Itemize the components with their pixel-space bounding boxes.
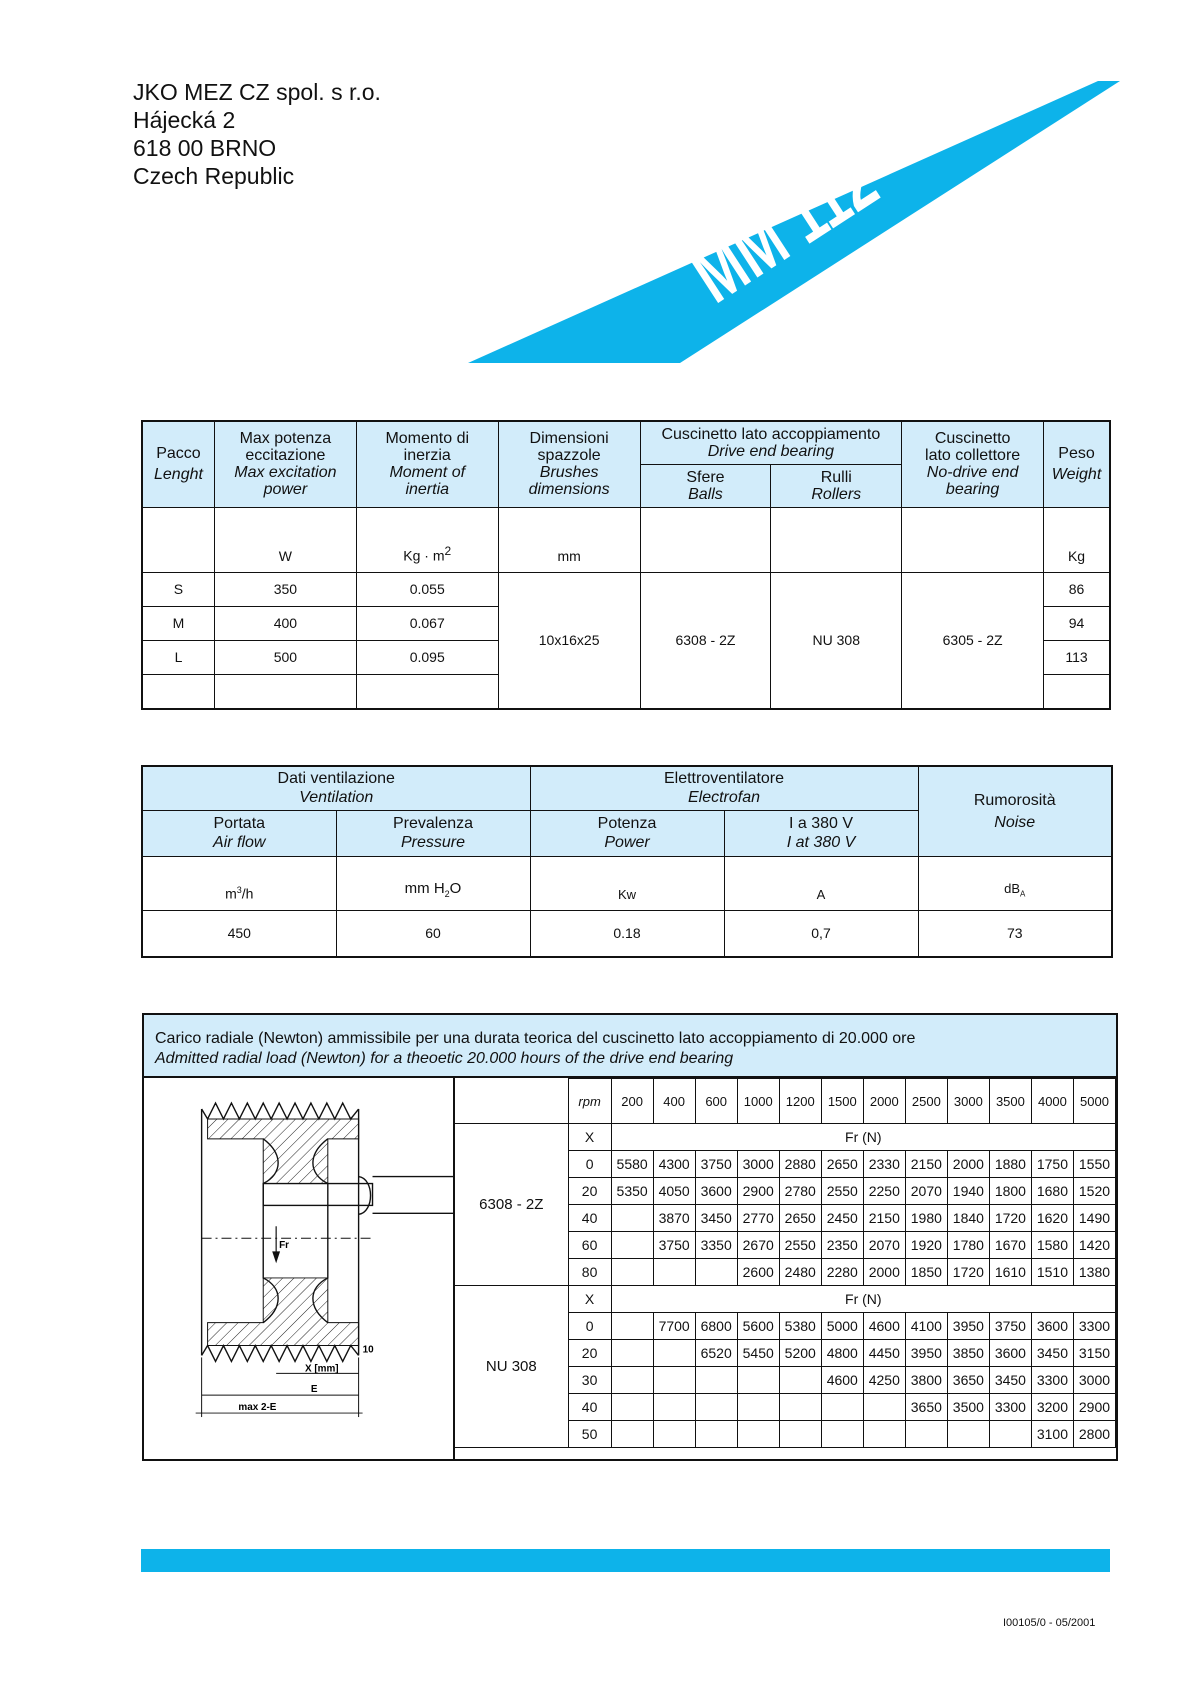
x-label: X bbox=[568, 1124, 611, 1151]
load-value: 6800 bbox=[695, 1313, 737, 1340]
x-value: 60 bbox=[568, 1232, 611, 1259]
load-value: 3650 bbox=[947, 1367, 989, 1394]
load-value bbox=[653, 1259, 695, 1286]
load-value: 2150 bbox=[863, 1205, 905, 1232]
load-value: 2280 bbox=[821, 1259, 863, 1286]
load-value: 3750 bbox=[695, 1151, 737, 1178]
rpm-label: rpm bbox=[568, 1079, 611, 1124]
rpm-value: 200 bbox=[611, 1079, 653, 1124]
load-value: 4600 bbox=[821, 1367, 863, 1394]
load-value bbox=[695, 1367, 737, 1394]
load-value bbox=[821, 1394, 863, 1421]
load-value: 1720 bbox=[989, 1205, 1031, 1232]
hatched-rim-bottom bbox=[208, 1278, 359, 1346]
rpm-value: 2000 bbox=[863, 1079, 905, 1124]
rpm-header-blank bbox=[455, 1079, 568, 1124]
load-value: 4300 bbox=[653, 1151, 695, 1178]
unit-sfere bbox=[640, 507, 771, 572]
unit-pressure: mm $H_2O$ bbox=[336, 856, 530, 910]
load-value: 3450 bbox=[989, 1367, 1031, 1394]
load-value: 3150 bbox=[1073, 1340, 1115, 1367]
motor-data-table bbox=[141, 420, 1111, 710]
rpm-value: 5000 bbox=[1073, 1079, 1115, 1124]
x-value: 20 bbox=[568, 1340, 611, 1367]
load-value: 1940 bbox=[947, 1178, 989, 1205]
load-value bbox=[695, 1421, 737, 1448]
rpm-value: 4000 bbox=[1031, 1079, 1073, 1124]
row-peso: 86 bbox=[1044, 572, 1110, 606]
unit-momento: $Kg \cdot m^2$ bbox=[356, 507, 498, 572]
load-value: 3100 bbox=[1031, 1421, 1073, 1448]
load-value: 3600 bbox=[1031, 1313, 1073, 1340]
x-label: X [mm] bbox=[304, 1363, 339, 1375]
load-value bbox=[863, 1421, 905, 1448]
load-value: 2330 bbox=[863, 1151, 905, 1178]
x-value: 80 bbox=[568, 1259, 611, 1286]
header-noise: Rumorosità Noise bbox=[918, 766, 1112, 856]
header-power: Potenza Power bbox=[530, 810, 724, 856]
header-pacco: Pacco Lenght bbox=[142, 421, 214, 507]
load-value: 1680 bbox=[1031, 1178, 1073, 1205]
header-ventilation: Dati ventilazione Ventilation bbox=[142, 766, 530, 810]
shaft bbox=[263, 1184, 372, 1206]
ten-label: 10 bbox=[362, 1344, 374, 1356]
value-current: 0,7 bbox=[724, 910, 918, 957]
load-value bbox=[779, 1421, 821, 1448]
load-value: 1780 bbox=[947, 1232, 989, 1259]
model-banner bbox=[0, 0, 1190, 380]
load-value bbox=[863, 1394, 905, 1421]
fr-label: Fr (N) bbox=[611, 1286, 1115, 1313]
load-value bbox=[611, 1232, 653, 1259]
load-value: 4600 bbox=[863, 1313, 905, 1340]
fr-label: Fr bbox=[279, 1240, 290, 1252]
row-momento: 0.095 bbox=[356, 640, 498, 674]
brush-dimensions: 10x16x25 bbox=[498, 572, 640, 709]
load-value bbox=[779, 1367, 821, 1394]
load-value: 3750 bbox=[989, 1313, 1031, 1340]
empty-cell bbox=[1044, 674, 1110, 709]
header-sfere: Sfere Balls bbox=[640, 464, 771, 507]
load-value: 2600 bbox=[737, 1259, 779, 1286]
company-street: Hájecká 2 bbox=[133, 107, 236, 133]
load-value: 3750 bbox=[653, 1232, 695, 1259]
load-value: 7700 bbox=[653, 1313, 695, 1340]
load-value bbox=[695, 1394, 737, 1421]
row-momento: 0.067 bbox=[356, 606, 498, 640]
load-value: 3950 bbox=[947, 1313, 989, 1340]
load-value: 3450 bbox=[1031, 1340, 1073, 1367]
load-value: 3600 bbox=[989, 1340, 1031, 1367]
company-name: JKO MEZ CZ spol. s r.o. bbox=[133, 79, 381, 105]
load-value bbox=[611, 1421, 653, 1448]
company-country: Czech Republic bbox=[133, 163, 295, 189]
load-value bbox=[611, 1340, 653, 1367]
bottom-accent-bar bbox=[141, 1549, 1110, 1572]
load-value: 5600 bbox=[737, 1313, 779, 1340]
header-current: I a 380 V I at 380 V bbox=[724, 810, 918, 856]
header-electrofan: Elettroventilatore Electrofan bbox=[530, 766, 918, 810]
row-pacco: M bbox=[142, 606, 214, 640]
load-value: 1670 bbox=[989, 1232, 1031, 1259]
load-value: 3000 bbox=[737, 1151, 779, 1178]
x-label: X bbox=[568, 1286, 611, 1313]
value-pressure: 60 bbox=[336, 910, 530, 957]
header-dimensioni: Dimensioni spazzole Brushes dimensions bbox=[498, 421, 640, 507]
load-value: 5350 bbox=[611, 1178, 653, 1205]
load-value: 1980 bbox=[905, 1205, 947, 1232]
row-peso: 94 bbox=[1044, 606, 1110, 640]
header-peso: Peso Weight bbox=[1044, 421, 1110, 507]
header-collettore: Cuscinetto lato collettore No-drive end bearing bbox=[902, 421, 1044, 507]
load-value: 2800 bbox=[1073, 1421, 1115, 1448]
load-value: 5200 bbox=[779, 1340, 821, 1367]
row-pacco: S bbox=[142, 572, 214, 606]
document-code: I00105/0 - 05/2001 bbox=[1003, 1617, 1096, 1629]
row-potenza: 400 bbox=[214, 606, 356, 640]
radial-load-title-it: Carico radiale (Newton) ammissibile per una durata teorica del cuscinetto lato accoppiamento di 20.000 ore bbox=[155, 1030, 916, 1047]
row-pacco: L bbox=[142, 640, 214, 674]
row-potenza: 500 bbox=[214, 640, 356, 674]
load-value bbox=[653, 1394, 695, 1421]
load-value: 1420 bbox=[1073, 1232, 1115, 1259]
load-value bbox=[653, 1340, 695, 1367]
row-peso: 113 bbox=[1044, 640, 1110, 674]
load-value bbox=[947, 1421, 989, 1448]
x-value: 50 bbox=[568, 1421, 611, 1448]
load-value: 3000 bbox=[1073, 1367, 1115, 1394]
rpm-value: 1500 bbox=[821, 1079, 863, 1124]
load-value: 2450 bbox=[821, 1205, 863, 1232]
unit-power: Kw bbox=[530, 856, 724, 910]
load-value bbox=[989, 1421, 1031, 1448]
load-value: 1520 bbox=[1073, 1178, 1115, 1205]
load-value: 2770 bbox=[737, 1205, 779, 1232]
load-value: 2650 bbox=[821, 1151, 863, 1178]
load-value: 1490 bbox=[1073, 1205, 1115, 1232]
hatched-rim-top bbox=[208, 1119, 359, 1184]
unit-collettore bbox=[902, 507, 1044, 572]
radial-load-table bbox=[455, 1078, 1116, 1448]
load-value: 3300 bbox=[1073, 1313, 1115, 1340]
rpm-value: 2500 bbox=[905, 1079, 947, 1124]
model-title: MM 112 bbox=[676, 137, 892, 320]
bearing-name: 6308 - 2Z bbox=[455, 1124, 568, 1286]
bottom-grooves bbox=[202, 1346, 359, 1362]
unit-dimensioni: mm bbox=[498, 507, 640, 572]
top-grooves bbox=[202, 1103, 359, 1119]
load-value: 3650 bbox=[905, 1394, 947, 1421]
load-value: 2650 bbox=[779, 1205, 821, 1232]
load-value: 2670 bbox=[737, 1232, 779, 1259]
load-value bbox=[821, 1421, 863, 1448]
header-air-flow: Portata Air flow bbox=[142, 810, 336, 856]
radial-load-title-en: Admitted radial load (Newton) for a theoetic 20.000 hours of the drive end bearing bbox=[155, 1050, 734, 1067]
unit-noise: $dB_A$ bbox=[918, 856, 1112, 910]
no-drive-bearing: 6305 - 2Z bbox=[902, 572, 1044, 709]
load-value: 4800 bbox=[821, 1340, 863, 1367]
load-value: 4100 bbox=[905, 1313, 947, 1340]
unit-peso: Kg bbox=[1044, 507, 1110, 572]
load-value: 1880 bbox=[989, 1151, 1031, 1178]
load-value: 3600 bbox=[695, 1178, 737, 1205]
x-value: 40 bbox=[568, 1205, 611, 1232]
x-value: 30 bbox=[568, 1367, 611, 1394]
load-value: 3850 bbox=[947, 1340, 989, 1367]
load-value: 1720 bbox=[947, 1259, 989, 1286]
unit-potenza: W bbox=[214, 507, 356, 572]
empty-cell bbox=[142, 674, 214, 709]
load-value: 1510 bbox=[1031, 1259, 1073, 1286]
load-value: 2550 bbox=[779, 1232, 821, 1259]
load-value bbox=[653, 1421, 695, 1448]
load-value bbox=[611, 1205, 653, 1232]
load-value: 3950 bbox=[905, 1340, 947, 1367]
value-power: 0.18 bbox=[530, 910, 724, 957]
load-value: 3500 bbox=[947, 1394, 989, 1421]
company-city: 618 00 BRNO bbox=[133, 135, 277, 161]
header-rulli: Rulli Rollers bbox=[771, 464, 902, 507]
load-value: 5580 bbox=[611, 1151, 653, 1178]
load-value: 1850 bbox=[905, 1259, 947, 1286]
load-value: 5450 bbox=[737, 1340, 779, 1367]
empty-cell bbox=[214, 674, 356, 709]
load-value: 3300 bbox=[989, 1394, 1031, 1421]
drive-bearing-rollers: NU 308 bbox=[771, 572, 902, 709]
rpm-value: 600 bbox=[695, 1079, 737, 1124]
unit-air-flow: $m^3/h$ bbox=[142, 856, 336, 910]
x-value: 0 bbox=[568, 1313, 611, 1340]
load-value bbox=[611, 1313, 653, 1340]
x-value: 0 bbox=[568, 1151, 611, 1178]
e-label: E bbox=[310, 1384, 318, 1396]
header-drive-bearing: Cuscinetto lato accoppiamento Drive end bearing bbox=[640, 421, 902, 464]
load-value bbox=[695, 1259, 737, 1286]
load-value bbox=[905, 1421, 947, 1448]
load-value: 4050 bbox=[653, 1178, 695, 1205]
load-value: 2150 bbox=[905, 1151, 947, 1178]
max-label: max 2-E bbox=[238, 1402, 277, 1414]
load-value: 3200 bbox=[1031, 1394, 1073, 1421]
load-value bbox=[737, 1421, 779, 1448]
load-value: 6520 bbox=[695, 1340, 737, 1367]
load-value: 1920 bbox=[905, 1232, 947, 1259]
load-value: 3870 bbox=[653, 1205, 695, 1232]
load-value: 3300 bbox=[1031, 1367, 1073, 1394]
unit-rulli bbox=[771, 507, 902, 572]
load-value: 4250 bbox=[863, 1367, 905, 1394]
unit-pacco bbox=[142, 507, 214, 572]
radial-load-section bbox=[142, 1013, 1118, 1461]
radial-load-title bbox=[144, 1015, 1116, 1078]
load-value bbox=[611, 1259, 653, 1286]
load-value bbox=[737, 1367, 779, 1394]
value-noise: 73 bbox=[918, 910, 1112, 957]
load-value: 1620 bbox=[1031, 1205, 1073, 1232]
ventilation-table bbox=[141, 765, 1113, 958]
load-value: 2880 bbox=[779, 1151, 821, 1178]
load-value: 2480 bbox=[779, 1259, 821, 1286]
pulley-diagram bbox=[144, 1078, 455, 1459]
load-value: 2070 bbox=[863, 1232, 905, 1259]
load-value: 2900 bbox=[737, 1178, 779, 1205]
load-value: 2780 bbox=[779, 1178, 821, 1205]
load-value: 1380 bbox=[1073, 1259, 1115, 1286]
load-value bbox=[611, 1394, 653, 1421]
x-value: 20 bbox=[568, 1178, 611, 1205]
bearing-name: NU 308 bbox=[455, 1286, 568, 1448]
rpm-value: 3500 bbox=[989, 1079, 1031, 1124]
rpm-value: 1000 bbox=[737, 1079, 779, 1124]
rpm-value: 1200 bbox=[779, 1079, 821, 1124]
load-value bbox=[653, 1367, 695, 1394]
load-value: 2250 bbox=[863, 1178, 905, 1205]
rpm-value: 400 bbox=[653, 1079, 695, 1124]
load-value: 3800 bbox=[905, 1367, 947, 1394]
load-value: 3450 bbox=[695, 1205, 737, 1232]
load-value: 5000 bbox=[821, 1313, 863, 1340]
rpm-value: 3000 bbox=[947, 1079, 989, 1124]
load-value: 2350 bbox=[821, 1232, 863, 1259]
load-value bbox=[779, 1394, 821, 1421]
load-value: 4450 bbox=[863, 1340, 905, 1367]
header-potenza: Max potenza eccitazione Max excitation power bbox=[214, 421, 356, 507]
load-value: 2900 bbox=[1073, 1394, 1115, 1421]
load-value: 3350 bbox=[695, 1232, 737, 1259]
fr-label: Fr (N) bbox=[611, 1124, 1115, 1151]
x-value: 40 bbox=[568, 1394, 611, 1421]
load-value: 1550 bbox=[1073, 1151, 1115, 1178]
load-value: 1840 bbox=[947, 1205, 989, 1232]
load-value: 2070 bbox=[905, 1178, 947, 1205]
load-value: 2000 bbox=[947, 1151, 989, 1178]
header-momento: Momento di inerzia Moment of inertia bbox=[356, 421, 498, 507]
empty-cell bbox=[356, 674, 498, 709]
drive-bearing-balls: 6308 - 2Z bbox=[640, 572, 771, 709]
load-value bbox=[737, 1394, 779, 1421]
load-value: 1800 bbox=[989, 1178, 1031, 1205]
row-momento: 0.055 bbox=[356, 572, 498, 606]
load-value: 2000 bbox=[863, 1259, 905, 1286]
row-potenza: 350 bbox=[214, 572, 356, 606]
value-air-flow: 450 bbox=[142, 910, 336, 957]
load-value: 1580 bbox=[1031, 1232, 1073, 1259]
load-value: 5380 bbox=[779, 1313, 821, 1340]
load-value: 1610 bbox=[989, 1259, 1031, 1286]
load-value bbox=[611, 1367, 653, 1394]
unit-current: A bbox=[724, 856, 918, 910]
header-pressure: Prevalenza Pressure bbox=[336, 810, 530, 856]
load-value: 1750 bbox=[1031, 1151, 1073, 1178]
load-value: 2550 bbox=[821, 1178, 863, 1205]
